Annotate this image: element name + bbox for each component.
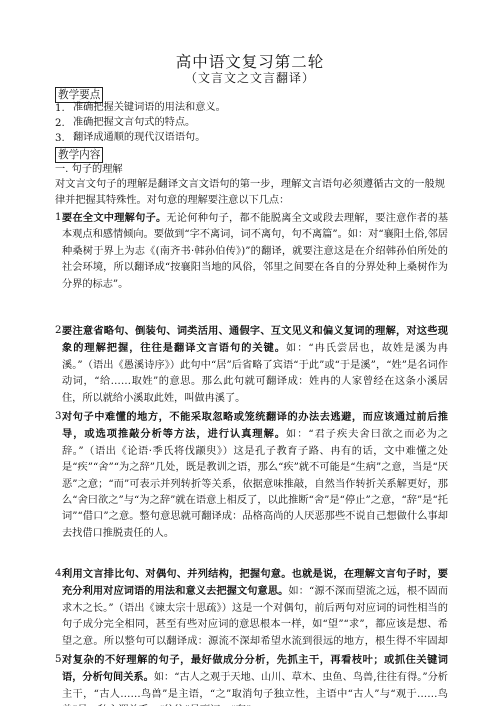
point-paragraph: [62, 323, 448, 407]
goal-item: 翻译成通顺的现代汉语语句。: [73, 132, 206, 143]
point-explanation: 如：“古人之观于天地、山川、草木、虫鱼、鸟兽,往往有得。”分析主干，“古人……鸟兽”是主语，“之”取消句子独立性，主语中“古人”与“观于……鸟: [62, 672, 448, 700]
point-key-sentence: 要在全文中理解句子。: [62, 212, 167, 224]
point-number: 2.: [55, 325, 65, 336]
point-number: 5.: [55, 654, 65, 665]
point-key-sentence: 要注意省略句、倒装句、词类活用、通假字、互文见义和偏义复词的理解，对这些现象的理解把握，往往是翻译文言语句的关键。: [62, 325, 448, 355]
point-explanation: 如：“君子疾夫舍曰欲之而必为之辞。”（语出《论语·季氏将伐颛臾》）这是孔子教育子路、冉有的话，文中难懂之处是“疾”“舍”“为之辞”几处，既是教训之语，那么“疾”就不可能是“生病”之意，当是“厌恶”之意；“而”可表示并列转折等关系，依据意味推敲，自然当作转折关系解更好，那么“舍曰欲之”与“为之辞”就在语意上相反了，以此推断“舍”是“停止”之意，“辞”是“托词”“借口”之意。整句意思就可翻译成：品格高尚的人厌恶那些不说自己想做什么事却去找借口推脱责任的人。: [62, 429, 448, 539]
point-key-sentence: 对复杂的不好理解的句子，最好做成分分析，先抓主干，再看枝叶；或抓住关键词语，分析句间关系。: [62, 654, 448, 684]
goals-heading: 教学要点: [55, 87, 103, 103]
point-key-sentence: 对句子中难懂的地方，不能采取忽略或笼统翻译的办法去逃避，而应该通过前后推导，或选项推敲分析等方法，进行认真理解。: [62, 411, 448, 441]
goal-number: 3.: [55, 133, 65, 144]
point-number: 1.: [55, 212, 65, 223]
point-paragraph: [62, 566, 448, 650]
document-subtitle: （文言文之文言翻译）: [184, 71, 315, 85]
point-number: 3.: [55, 411, 65, 422]
document-title: 高中语文复习第二轮: [175, 53, 325, 71]
goal-item: 准确把握关键词语的用法和意义。: [73, 102, 226, 113]
point-explanation: 如：“源不深而望流之远，根不固而求木之长。”（语出《谏太宗十思疏》）这是一个对偶句，前后两句对应词的词性相当的句子成分完全相同，甚至有些对应词的意思根本一样，如“望”“求”，都应该是想、希望之意。所以整句可以翻译成：源流不深却希望水流到很远的地方，根生得不牢固却: [62, 586, 448, 647]
section-title: 一. 句子的理解: [55, 164, 123, 175]
point-paragraph: [62, 409, 448, 563]
goal-number: 2.: [55, 118, 65, 129]
point-paragraph: [62, 652, 448, 706]
content-heading: 教学内容: [55, 147, 103, 163]
point-number: 4.: [55, 568, 65, 579]
goal-number: 1.: [55, 103, 65, 114]
goal-item: 准确把握文言句式的特点。: [73, 117, 196, 128]
point-key-sentence: 利用文言排比句、对偶句、并列结构，把握句意。也就是说，在理解文言句子时，要充分利用对应词语的用法和意义去把握文句意思。: [62, 568, 448, 598]
point-paragraph: [62, 210, 448, 314]
intro-paragraph: 对文言文句子的理解是翻译文言文语句的第一步，理解文言语句必须遵循古文的一般规律并把握其特殊性。对句意的理解要注意以下几点：: [55, 179, 445, 207]
point-explanation: 无论何种句子，都不能脱离全文或段去理解，要注意作者的基本观点和感情倾向。要做到“字不离词，词不离句，句不离篇”。如：对“襄阳土俗,邻居种桑树于界上为志《(南齐书·韩孙伯传》)”的翻译，就要注意这是在介绍韩孙伯所处的社会环境，所以翻译成“按襄阳当地的风俗，邻里之间要在各自的分界处种上桑树作为分界的标志”。: [62, 213, 448, 290]
point-explanation: 如：“冉氏尝居也，故姓是溪为冉溪。”（语出《愚溪诗序》）此句中“居”后省略了宾语“于此”或“于是溪”，“姓”是名词作动词，“给……取姓”的意思。那么此句就可翻译成：姓冉的人家曾经在这条小溪居住，所以就给小溪取此姓，叫做冉溪了。: [62, 343, 448, 404]
